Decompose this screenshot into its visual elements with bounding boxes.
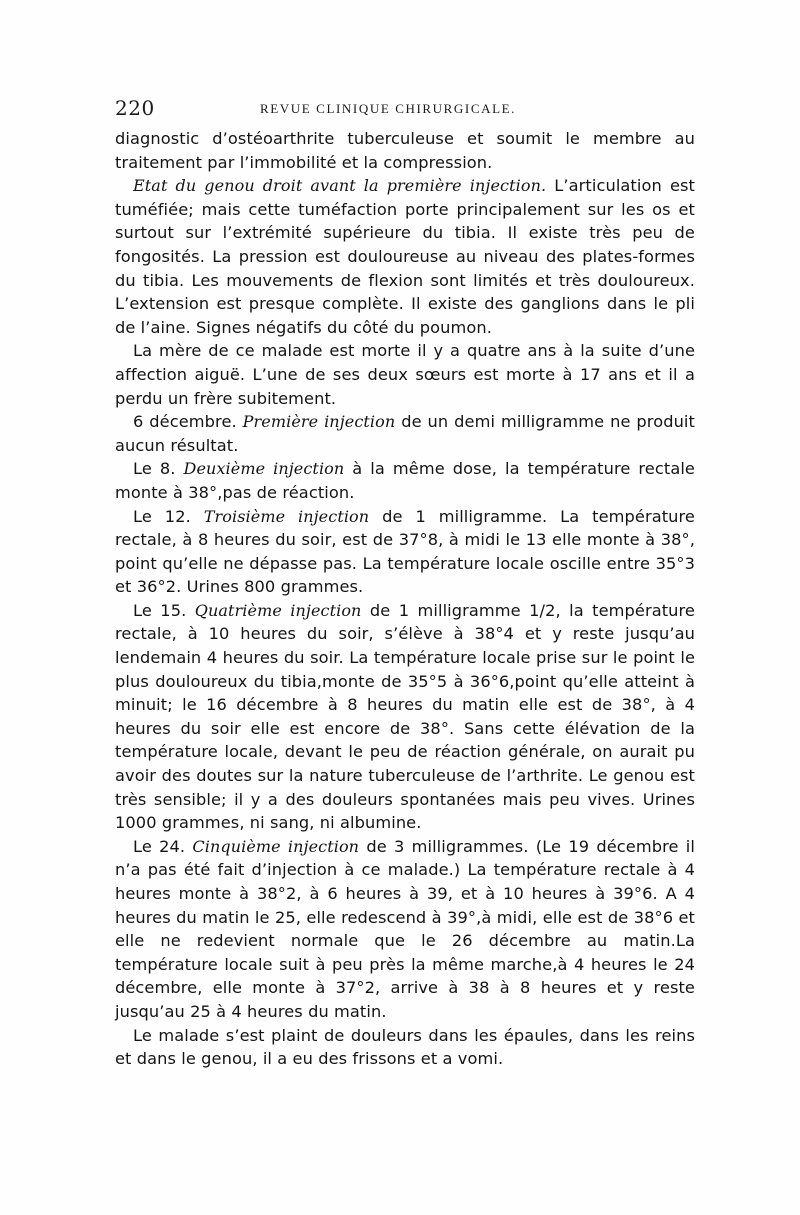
text-segment: Le malade s’est plaint de douleurs dans les épaules, dans les reins et dans le genou, il a eu des frissons et a vomi. bbox=[115, 1025, 695, 1069]
body-text bbox=[115, 127, 695, 1071]
paragraph bbox=[115, 127, 695, 174]
paragraph bbox=[115, 410, 695, 457]
paragraph bbox=[115, 599, 695, 835]
text-segment: de 1 milligramme 1/2, la température rectale, à 10 heures du soir, s’élève à 38°4 et y reste jusqu’au lendemain 4 heures du soir. La température locale prise sur le point le plus douloureux du tibia,monte de 35°5 à 36°6,point qu’elle atteint à minuit; le 16 décembre à 8 heures du matin elle est de 38°, à 4 heures du soir elle est encore de 38°. Sans cette élévation de la température locale, devant le peu de réaction générale, on aurait pu avoir des doutes sur la nature tuberculeuse de l’arthrite. Le genou est très sensible; il y a des douleurs spontanées mais peu vives. Urines 1000 grammes, ni sang, ni albumine. bbox=[115, 600, 695, 833]
text-segment: La mère de ce malade est morte il y a quatre ans à la suite d’une affection aiguë. L’une de ses deux sœurs est morte à 17 ans et il a perdu un frère subitement. bbox=[115, 341, 695, 408]
paragraph bbox=[115, 1024, 695, 1071]
text-segment: Le 8. bbox=[133, 459, 184, 479]
running-head: REVUE CLINIQUE CHIRURGICALE. bbox=[260, 101, 517, 116]
paragraph bbox=[115, 835, 695, 1024]
italic-segment: Cinquième injection bbox=[192, 836, 360, 856]
paragraph bbox=[115, 457, 695, 504]
text-segment: Le 24. bbox=[133, 836, 193, 856]
italic-segment: Deuxième injection bbox=[183, 459, 345, 479]
page-number: 220 bbox=[115, 96, 155, 120]
text-segment: Le 15. bbox=[133, 600, 195, 620]
page-header bbox=[115, 96, 695, 122]
paragraph bbox=[115, 174, 695, 339]
italic-segment: Troisième injection bbox=[203, 506, 370, 526]
text-segment: à la même dose, la température rectale monte à 38°,pas de réaction. bbox=[115, 459, 695, 502]
italic-segment: Quatrième injection bbox=[194, 600, 362, 620]
paragraph bbox=[115, 505, 695, 599]
text-segment: L’articulation est tuméfiée; mais cette tuméfaction porte principalement sur les os et surtout sur l’extrémité supérieure du tibia. Il existe très peu de fongosités. La pression est douloureuse au niveau des plates-formes du tibia. Les mouvements de flexion sont limités et très douloureux. L’extension est presque complète. Il existe des ganglions dans le pli de l’aine. Signes négatifs du côté du poumon. bbox=[115, 176, 695, 337]
text-segment: Le 12. bbox=[133, 506, 204, 526]
text-segment: de 3 milligrammes. (Le 19 décembre il n’a pas été fait d’injection à ce malade.) La température rectale à 4 heures monte à 38°2, à 6 heures à 39, et à 10 heures à 39°6. A 4 heures du matin le 25, elle redescend à 39°,à midi, elle est de 38°6 et elle ne redevient normale que le 26 décembre au matin.La température locale suit à peu près la même marche,à 4 heures le 24 décembre, elle monte à 37°2, arrive à 38 à 8 heures et y reste jusqu’au 25 à 4 heures du matin. bbox=[115, 836, 695, 1021]
paragraph bbox=[115, 339, 695, 410]
text-segment: de 1 milligramme. La température rectale, à 8 heures du soir, est de 37°8, à midi le 13 elle monte à 38°, point qu’elle ne dépasse pas. La température locale oscille entre 35°3 et 36°2. Urines 800 grammes. bbox=[115, 506, 695, 597]
text-segment: 6 décembre. bbox=[133, 412, 243, 432]
text-segment: de un demi milligramme ne produit aucun résultat. bbox=[115, 412, 695, 455]
italic-segment: Première injection bbox=[242, 412, 396, 432]
text-segment: diagnostic d’ostéoarthrite tuberculeuse et soumit le membre au traitement par l’immobilité et la compression. bbox=[115, 129, 695, 172]
italic-segment: Etat du genou droit avant la première injection. bbox=[133, 176, 547, 196]
